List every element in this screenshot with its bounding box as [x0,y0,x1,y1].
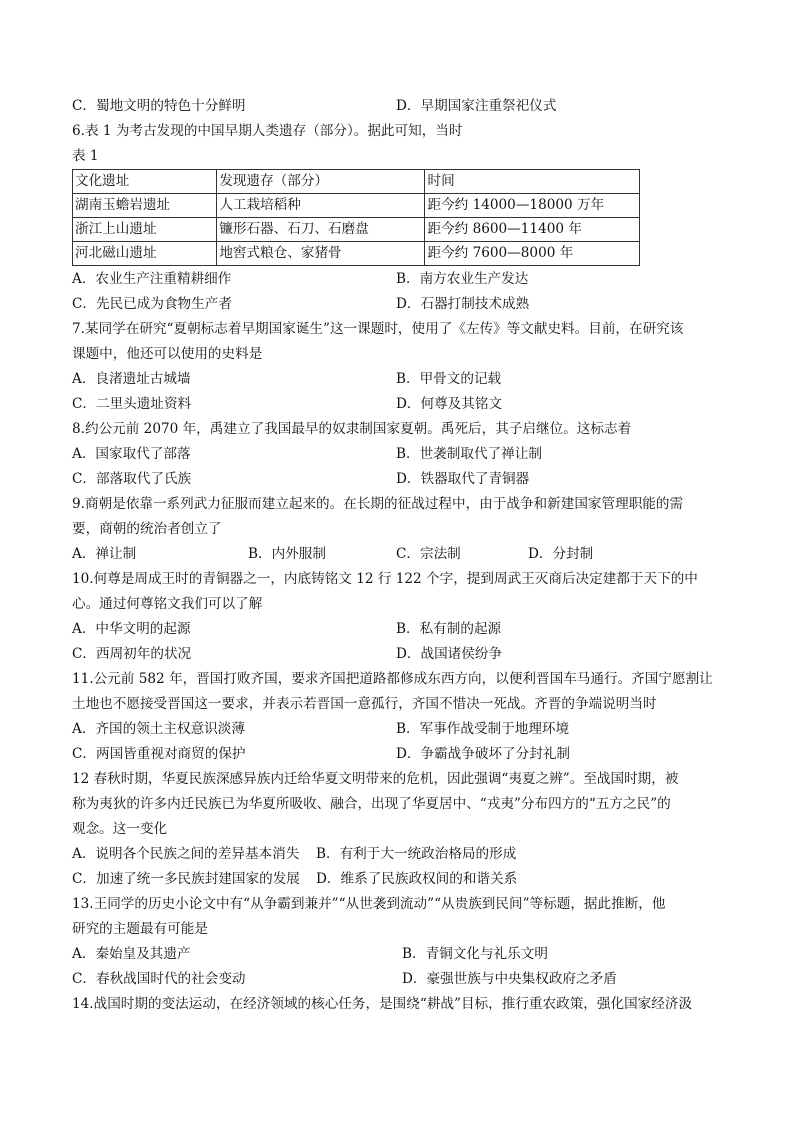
q6-option-d[interactable]: D．石器打制技术成熟 [396,296,530,312]
table-row [73,242,640,266]
q6-option-b[interactable]: B．南方农业生产发达 [396,271,529,287]
q7-option-b[interactable]: B．甲骨文的记载 [396,371,502,387]
q13-option-b[interactable]: B．青铜文化与礼乐文明 [402,946,548,962]
table-header-cell: 时间 [425,170,640,194]
table-header-cell: 文化遗址 [73,170,217,194]
q9-options-row [72,542,732,567]
q10-option-c[interactable]: C．西周初年的状况 [72,646,192,662]
q12-option-d[interactable]: D．维系了民族政权间的和谐关系 [316,871,518,887]
q7-stem-line-2: 课题中，他还可以使用的史料是 [72,346,263,362]
q6-options-row-1 [72,267,732,292]
q10-options-row-1 [72,617,732,642]
q5-option-d[interactable]: D．早期国家注重祭祀仪式 [396,98,557,114]
q9-stem-line-1: 9.商朝是依靠一系列武力征服而建立起来的。在长期的征战过程中，由于战争和新建国家管理职能的需 [72,496,684,512]
q13-option-d[interactable]: D．豪强世族与中央集权政府之矛盾 [402,971,617,987]
q6-table-caption: 表 1 [72,148,99,164]
exam-page [72,94,732,1017]
q9-option-b[interactable]: B．内外服制 [248,546,326,562]
q10-stem-line-1: 10.何尊是周成王时的青铜器之一，内底铸铭文 12 行 122 个字，提到周武王灭商后决定建都于天下的中 [72,571,698,587]
q8-option-d[interactable]: D．铁器取代了青铜器 [396,471,530,487]
q7-option-c[interactable]: C．二里头遗址资料 [72,396,192,412]
q6-table [72,169,640,266]
q11-option-b[interactable]: B．军事作战受制于地理环境 [396,721,570,737]
table-cell: 距今约 7600—8000 年 [425,242,640,266]
table-cell: 距今约 8600—11400 年 [425,218,640,242]
q6-options-row-2 [72,292,732,317]
q12-stem-line-2: 称为夷狄的许多内迁民族已为华夏所吸收、融合，出现了华夏居中、“戎夷”分布四方的“五方之民”的 [72,796,671,812]
q9-option-a[interactable]: A．禅让制 [72,546,137,562]
q6-stem: 6.表 1 为考古发现的中国早期人类遗存（部分）。据此可知，当时 [72,123,463,139]
q6-option-a[interactable]: A．农业生产注重精耕细作 [72,271,232,287]
q10-options-row-2 [72,642,732,667]
q11-option-d[interactable]: D．争霸战争破坏了分封礼制 [396,746,571,762]
q9-stem-line-2: 要，商朝的统治者创立了 [72,521,222,537]
q7-options-row-1 [72,367,732,392]
q13-stem-line-2: 研究的主题最有可能是 [72,921,208,937]
q13-options-row-2 [72,967,732,992]
table-cell: 地窖式粮仓、家猪骨 [217,242,425,266]
q10-stem-line-2: 心。通过何尊铭文我们可以了解 [72,596,263,612]
q14-stem-line-1: 14.战国时期的变法运动，在经济领域的核心任务，是围绕“耕战”目标，推行重农政策，强化国家经济汲 [72,996,693,1012]
q8-options-row-1 [72,442,732,467]
q11-stem-line-2: 土地也不愿接受晋国这一要求，并表示若晋国一意孤行，齐国不惜决一死战。齐晋的争端说明当时 [72,696,657,712]
q11-stem-line-1: 11.公元前 582 年，晋国打败齐国，要求齐国把道路都修成东西方向，以便利晋国车马通行。齐国宁愿割让 [72,671,713,687]
q12-stem-line-3: 观念。这一变化 [72,821,168,837]
table-header-row [73,170,640,194]
q13-option-a[interactable]: A．秦始皇及其遗产 [72,946,191,962]
q7-option-a[interactable]: A．良渚遗址古城墙 [72,371,191,387]
q13-stem-line-1: 13.王同学的历史小论文中有“从争霸到兼并”“从世袭到流动”“从贵族到民间”等标题，据此推断，他 [72,896,666,912]
table-cell: 镰形石器、石刀、石磨盘 [217,218,425,242]
table-cell: 浙江上山遗址 [73,218,217,242]
q7-stem-line-1: 7.某同学在研究“夏朝标志着早期国家诞生”这一课题时，使用了《左传》等文献史料。目前，在研究该 [72,321,684,337]
q8-options-row-2 [72,467,732,492]
q10-option-d[interactable]: D．战国诸侯纷争 [396,646,503,662]
table-header-cell: 发现遗存（部分） [217,170,425,194]
q5-options-row [72,94,732,119]
table-cell: 人工栽培稻种 [217,194,425,218]
table-cell: 距今约 14000—18000 万年 [425,194,640,218]
q9-option-d[interactable]: D．分封制 [528,546,594,562]
q11-option-a[interactable]: A．齐国的领土主权意识淡薄 [72,721,245,737]
q6-option-c[interactable]: C．先民已成为食物生产者 [72,296,232,312]
q10-option-a[interactable]: A．中华文明的起源 [72,621,191,637]
q12-options-row-1 [72,842,732,867]
q8-stem: 8.约公元前 2070 年，禹建立了我国最早的奴隶制国家夏朝。禹死后，其子启继位。这标志着 [72,421,632,437]
q7-option-d[interactable]: D．何尊及其铭文 [396,396,503,412]
q8-option-c[interactable]: C．部落取代了氏族 [72,471,192,487]
q13-option-c[interactable]: C．春秋战国时代的社会变动 [72,971,246,987]
q12-options-row-2 [72,867,732,892]
q11-options-row-2 [72,742,732,767]
q5-option-c[interactable]: C．蜀地文明的特色十分鲜明 [72,98,246,114]
q9-option-c[interactable]: C．宗法制 [396,546,461,562]
table-row [73,194,640,218]
q11-options-row-1 [72,717,732,742]
q8-option-a[interactable]: A．国家取代了部落 [72,446,191,462]
table-cell: 河北磁山遗址 [73,242,217,266]
q13-options-row-1 [72,942,732,967]
q12-option-a[interactable]: A．说明各个民族之间的差异基本消失 [72,846,300,862]
q8-option-b[interactable]: B．世袭制取代了禅让制 [396,446,542,462]
q11-option-c[interactable]: C．两国皆重视对商贸的保护 [72,746,246,762]
q12-option-b[interactable]: B．有利于大一统政治格局的形成 [316,846,517,862]
table-row [73,218,640,242]
q12-stem-line-1: 12 春秋时期，华夏民族深感异族内迁给华夏文明带来的危机，因此强调“夷夏之辨”。至战国时期，被 [72,771,679,787]
q10-option-b[interactable]: B．私有制的起源 [396,621,502,637]
q7-options-row-2 [72,392,732,417]
q12-option-c[interactable]: C．加速了统一多民族封建国家的发展 [72,871,300,887]
table-cell: 湖南玉蟾岩遗址 [73,194,217,218]
